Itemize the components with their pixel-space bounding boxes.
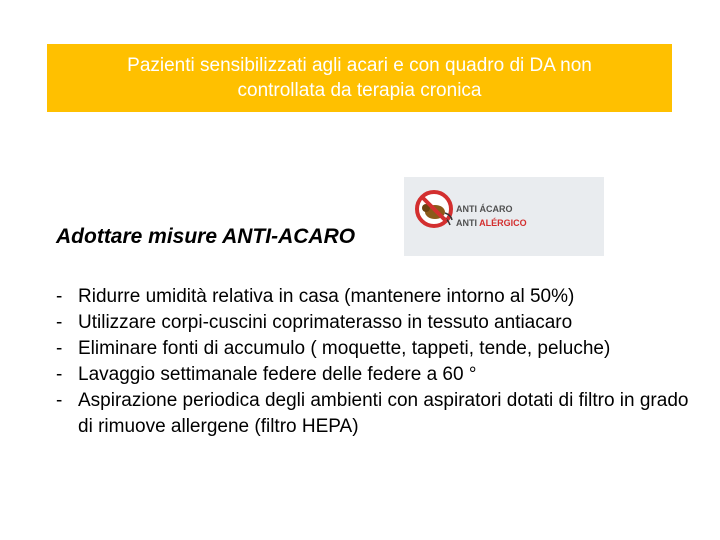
bullet-dash: - <box>56 364 63 385</box>
title-banner <box>47 44 672 112</box>
logo-line1-a: ANTI <box>456 204 480 214</box>
anti-mite-logo <box>404 177 604 256</box>
bullet-text: Lavaggio settimanale federe delle federe a 60 ° <box>78 364 477 385</box>
section-heading: Adottare misure ANTI-ACARO <box>56 225 356 248</box>
logo-line1-b: ÁCARO <box>479 204 513 214</box>
logo-text <box>456 202 527 230</box>
logo-line2-a: ANTI <box>456 218 480 228</box>
banner-line-2: controllata da terapia cronica <box>237 80 482 101</box>
measures-list <box>56 284 696 440</box>
bullet-text: Utilizzare corpi-cuscini coprimaterasso in tessuto antiacaro <box>78 312 573 333</box>
no-mite-icon <box>414 189 454 229</box>
banner-line-1: Pazienti sensibilizzati agli acari e con quadro di DA non <box>127 55 592 76</box>
bullet-text: Eliminare fonti di accumulo ( moquette, tappeti, tende, peluche) <box>78 338 611 359</box>
bullet-dash: - <box>56 312 63 333</box>
bullet-text: Aspirazione periodica degli ambienti con aspiratori dotati di filtro in grado di rimuove allergene (filtro HEPA) <box>78 390 689 437</box>
list-item <box>56 310 696 336</box>
list-item <box>56 362 696 388</box>
list-item <box>56 284 696 310</box>
bullet-dash: - <box>56 286 63 307</box>
logo-line2-b: ALÉRGICO <box>479 218 527 228</box>
bullet-dash: - <box>56 390 63 411</box>
bullet-text: Ridurre umidità relativa in casa (mantenere intorno al 50%) <box>78 286 575 307</box>
list-item <box>56 336 696 362</box>
bullet-dash: - <box>56 338 63 359</box>
list-item <box>56 388 696 440</box>
